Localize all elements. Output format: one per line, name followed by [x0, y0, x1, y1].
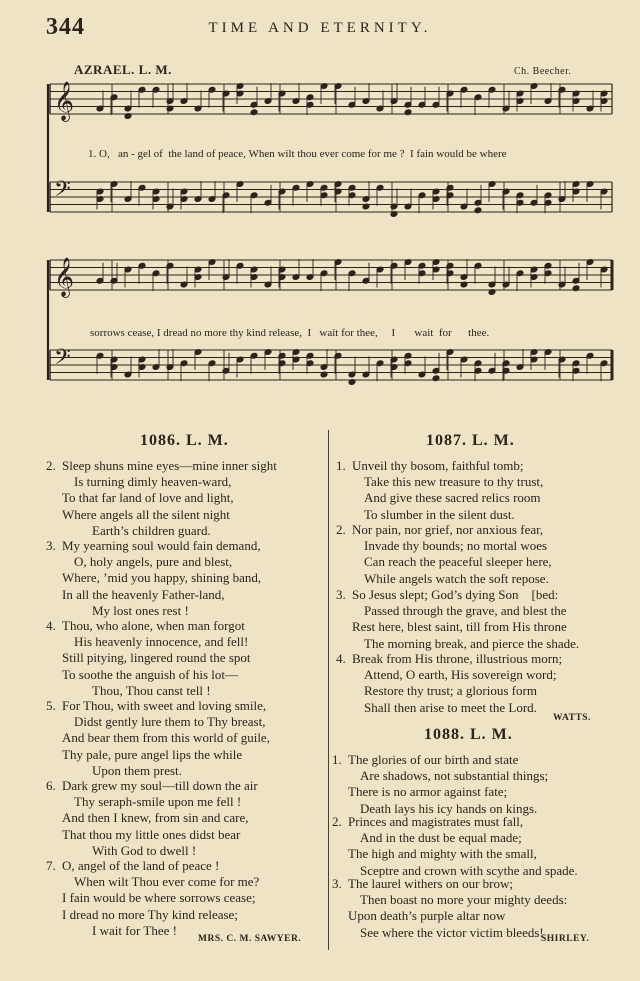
- stanza-line: Take this new treasure to thy trust,: [364, 474, 544, 490]
- stanza-line: With God to dwell !: [92, 842, 197, 858]
- running-head: TIME AND ETERNITY.: [208, 20, 432, 36]
- stanza-line: O, angel of the land of peace !: [62, 858, 220, 873]
- stanza-number: 3.: [332, 876, 342, 891]
- stanza-line: And bear them from this world of guile,: [62, 730, 270, 746]
- stanza-number: 2.: [332, 814, 342, 829]
- stanza-line: Can reach the peaceful sleeper here,: [364, 554, 552, 570]
- stanza-line: There is no armor against fate;: [348, 784, 508, 800]
- stanza-number: 3.: [46, 538, 56, 553]
- stanza-number: 1.: [336, 458, 346, 473]
- stanza: [332, 752, 549, 817]
- stanza-line: That thou my little ones didst bear: [62, 826, 241, 842]
- stanza: [46, 538, 262, 619]
- stanza-line: And then I knew, from sin and care,: [62, 810, 249, 826]
- stanza: [332, 876, 568, 941]
- hymn-1086-heading: 1086. L. M.: [140, 432, 229, 449]
- stanza-line: Princes and magistrates must fall,: [348, 814, 524, 829]
- svg-text:𝄢: 𝄢: [54, 345, 71, 375]
- stanza-line: Restore thy trust; a glorious form: [364, 683, 537, 699]
- stanza-line: Upon death’s purple altar now: [348, 908, 506, 924]
- stanza-line: See where the victor victim bleeds!: [360, 924, 544, 940]
- stanza-line: Sceptre and crown with scythe and spade.: [360, 862, 578, 878]
- lyric-line-1: 1. O, an - gel of the land of peace, When wilt thou ever come for me ? I fain would be where: [88, 148, 507, 160]
- stanza-line: Still pitying, lingered round the spot: [62, 650, 251, 666]
- stanza-line: Where, ’mid you happy, shining band,: [62, 570, 262, 586]
- hymn-1088-heading: 1088. L. M.: [424, 726, 513, 743]
- stanza: [336, 587, 580, 652]
- stanza-line: O, holy angels, pure and blest,: [74, 554, 233, 570]
- stanza-line: When wilt Thou ever come for me?: [74, 874, 260, 890]
- stanza-line: The glories of our birth and state: [348, 752, 519, 767]
- stanza-line: Invade thy bounds; no mortal woes: [364, 538, 548, 554]
- stanza-number: 2.: [46, 458, 56, 473]
- stanza-number: 7.: [46, 858, 56, 873]
- stanza-line: Shall then arise to meet the Lord.: [364, 699, 537, 715]
- stanza-line: While angels watch the soft repose.: [364, 570, 549, 586]
- stanza-line: Unveil thy bosom, faithful tomb;: [352, 458, 524, 473]
- stanza-number: 4.: [46, 618, 56, 633]
- stanza-line: Thou, Thou canst tell !: [92, 682, 211, 698]
- stanza-line: So Jesus slept; God’s dying Son [bed:: [352, 587, 559, 602]
- stanza-line: Nor pain, nor grief, nor anxious fear,: [352, 522, 544, 537]
- stanza-line: Thou, who alone, when man forgot: [62, 618, 245, 633]
- stanza-line: The laurel withers on our brow;: [348, 876, 513, 891]
- stanza-number: 1.: [332, 752, 342, 767]
- stanza-line: Dark grew my soul—till down the air: [62, 778, 258, 793]
- stanza-line: I dread no more Thy kind release;: [62, 906, 238, 922]
- stanza: [336, 651, 563, 716]
- music-score: [40, 74, 620, 414]
- stanza-number: 6.: [46, 778, 56, 793]
- page-header: [0, 14, 640, 44]
- page-number: 344: [46, 14, 85, 40]
- stanza-line: To slumber in the silent dust.: [364, 506, 515, 522]
- hymn-1086-author: MRS. C. M. SAWYER.: [198, 934, 302, 944]
- column-divider: [328, 430, 329, 950]
- stanza-line: And give these sacred relics room: [364, 490, 541, 506]
- stanza-line: To soothe the anguish of his lot—: [62, 666, 239, 682]
- stanza-line: His heavenly innocence, and fell!: [74, 634, 249, 650]
- stanza-line: My yearning soul would fain demand,: [62, 538, 261, 553]
- stanza-line: Thy pale, pure angel lips the while: [62, 746, 243, 762]
- svg-text:𝄞: 𝄞: [54, 257, 75, 297]
- stanza-line: Thy seraph-smile upon me fell !: [74, 794, 242, 810]
- stanza-line: Didst gently lure them to Thy breast,: [74, 714, 266, 730]
- stanza-line: Death lays his icy hands on kings.: [360, 800, 538, 816]
- stanza-line: The high and mighty with the small,: [348, 846, 537, 862]
- stanza-line: Where angels all the silent night: [62, 506, 230, 522]
- stanza-line: Attend, O earth, His sovereign word;: [364, 667, 557, 683]
- hymn-1088-author: SHIRLEY.: [541, 934, 590, 944]
- stanza-line: I fain would be where sorrows cease;: [62, 890, 256, 906]
- stanza-number: 4.: [336, 651, 346, 666]
- stanza-line: And in the dust be equal made;: [360, 830, 522, 846]
- stanza-line: Break from His throne, illustrious morn;: [352, 651, 563, 666]
- stanza-line: Sleep shuns mine eyes—mine inner sight: [62, 458, 277, 473]
- stanza-line: To that far land of love and light,: [62, 490, 234, 506]
- stanza-line: For Thou, with sweet and loving smile,: [62, 698, 267, 713]
- stanza-line: In all the heavenly Father-land,: [62, 586, 225, 602]
- stanza-line: Rest here, blest saint, till from His throne: [352, 619, 567, 635]
- stanza-number: 2.: [336, 522, 346, 537]
- stanza: [46, 778, 258, 859]
- stanza: [46, 618, 251, 699]
- stanza-number: 5.: [46, 698, 56, 713]
- stanza: [46, 858, 260, 939]
- stanza-line: Is turning dimly heaven-ward,: [74, 474, 232, 490]
- stanza: [332, 814, 578, 879]
- stanza-line: My lost ones rest !: [92, 602, 189, 618]
- hymn-1087-author: WATTS.: [553, 713, 591, 723]
- stanza-line: Then boast no more your mighty deeds:: [360, 892, 568, 908]
- svg-text:𝄢: 𝄢: [54, 177, 71, 207]
- stanza-line: Passed through the grave, and blest the: [364, 603, 567, 619]
- stanza: [46, 458, 277, 539]
- stanza-line: Earth’s children guard.: [92, 522, 211, 538]
- composer-credit: Ch. Beecher.: [514, 66, 572, 77]
- stanza: [46, 698, 270, 779]
- stanza-line: I wait for Thee !: [92, 922, 177, 938]
- hymn-1087-heading: 1087. L. M.: [426, 432, 515, 449]
- stanza: [336, 458, 544, 523]
- tune-name: AZRAEL. L. M.: [74, 62, 172, 77]
- lyric-line-2: sorrows cease, I dread no more thy kind release, I wait for thee, I wait for thee.: [90, 327, 490, 339]
- stanza: [336, 522, 552, 587]
- stanza-line: Upon them prest.: [92, 762, 182, 778]
- stanza-number: 3.: [336, 587, 346, 602]
- stanza-line: Are shadows, not substantial things;: [360, 768, 549, 784]
- svg-text:𝄞: 𝄞: [54, 81, 75, 121]
- stanza-line: The morning break, and pierce the shade.: [364, 635, 580, 651]
